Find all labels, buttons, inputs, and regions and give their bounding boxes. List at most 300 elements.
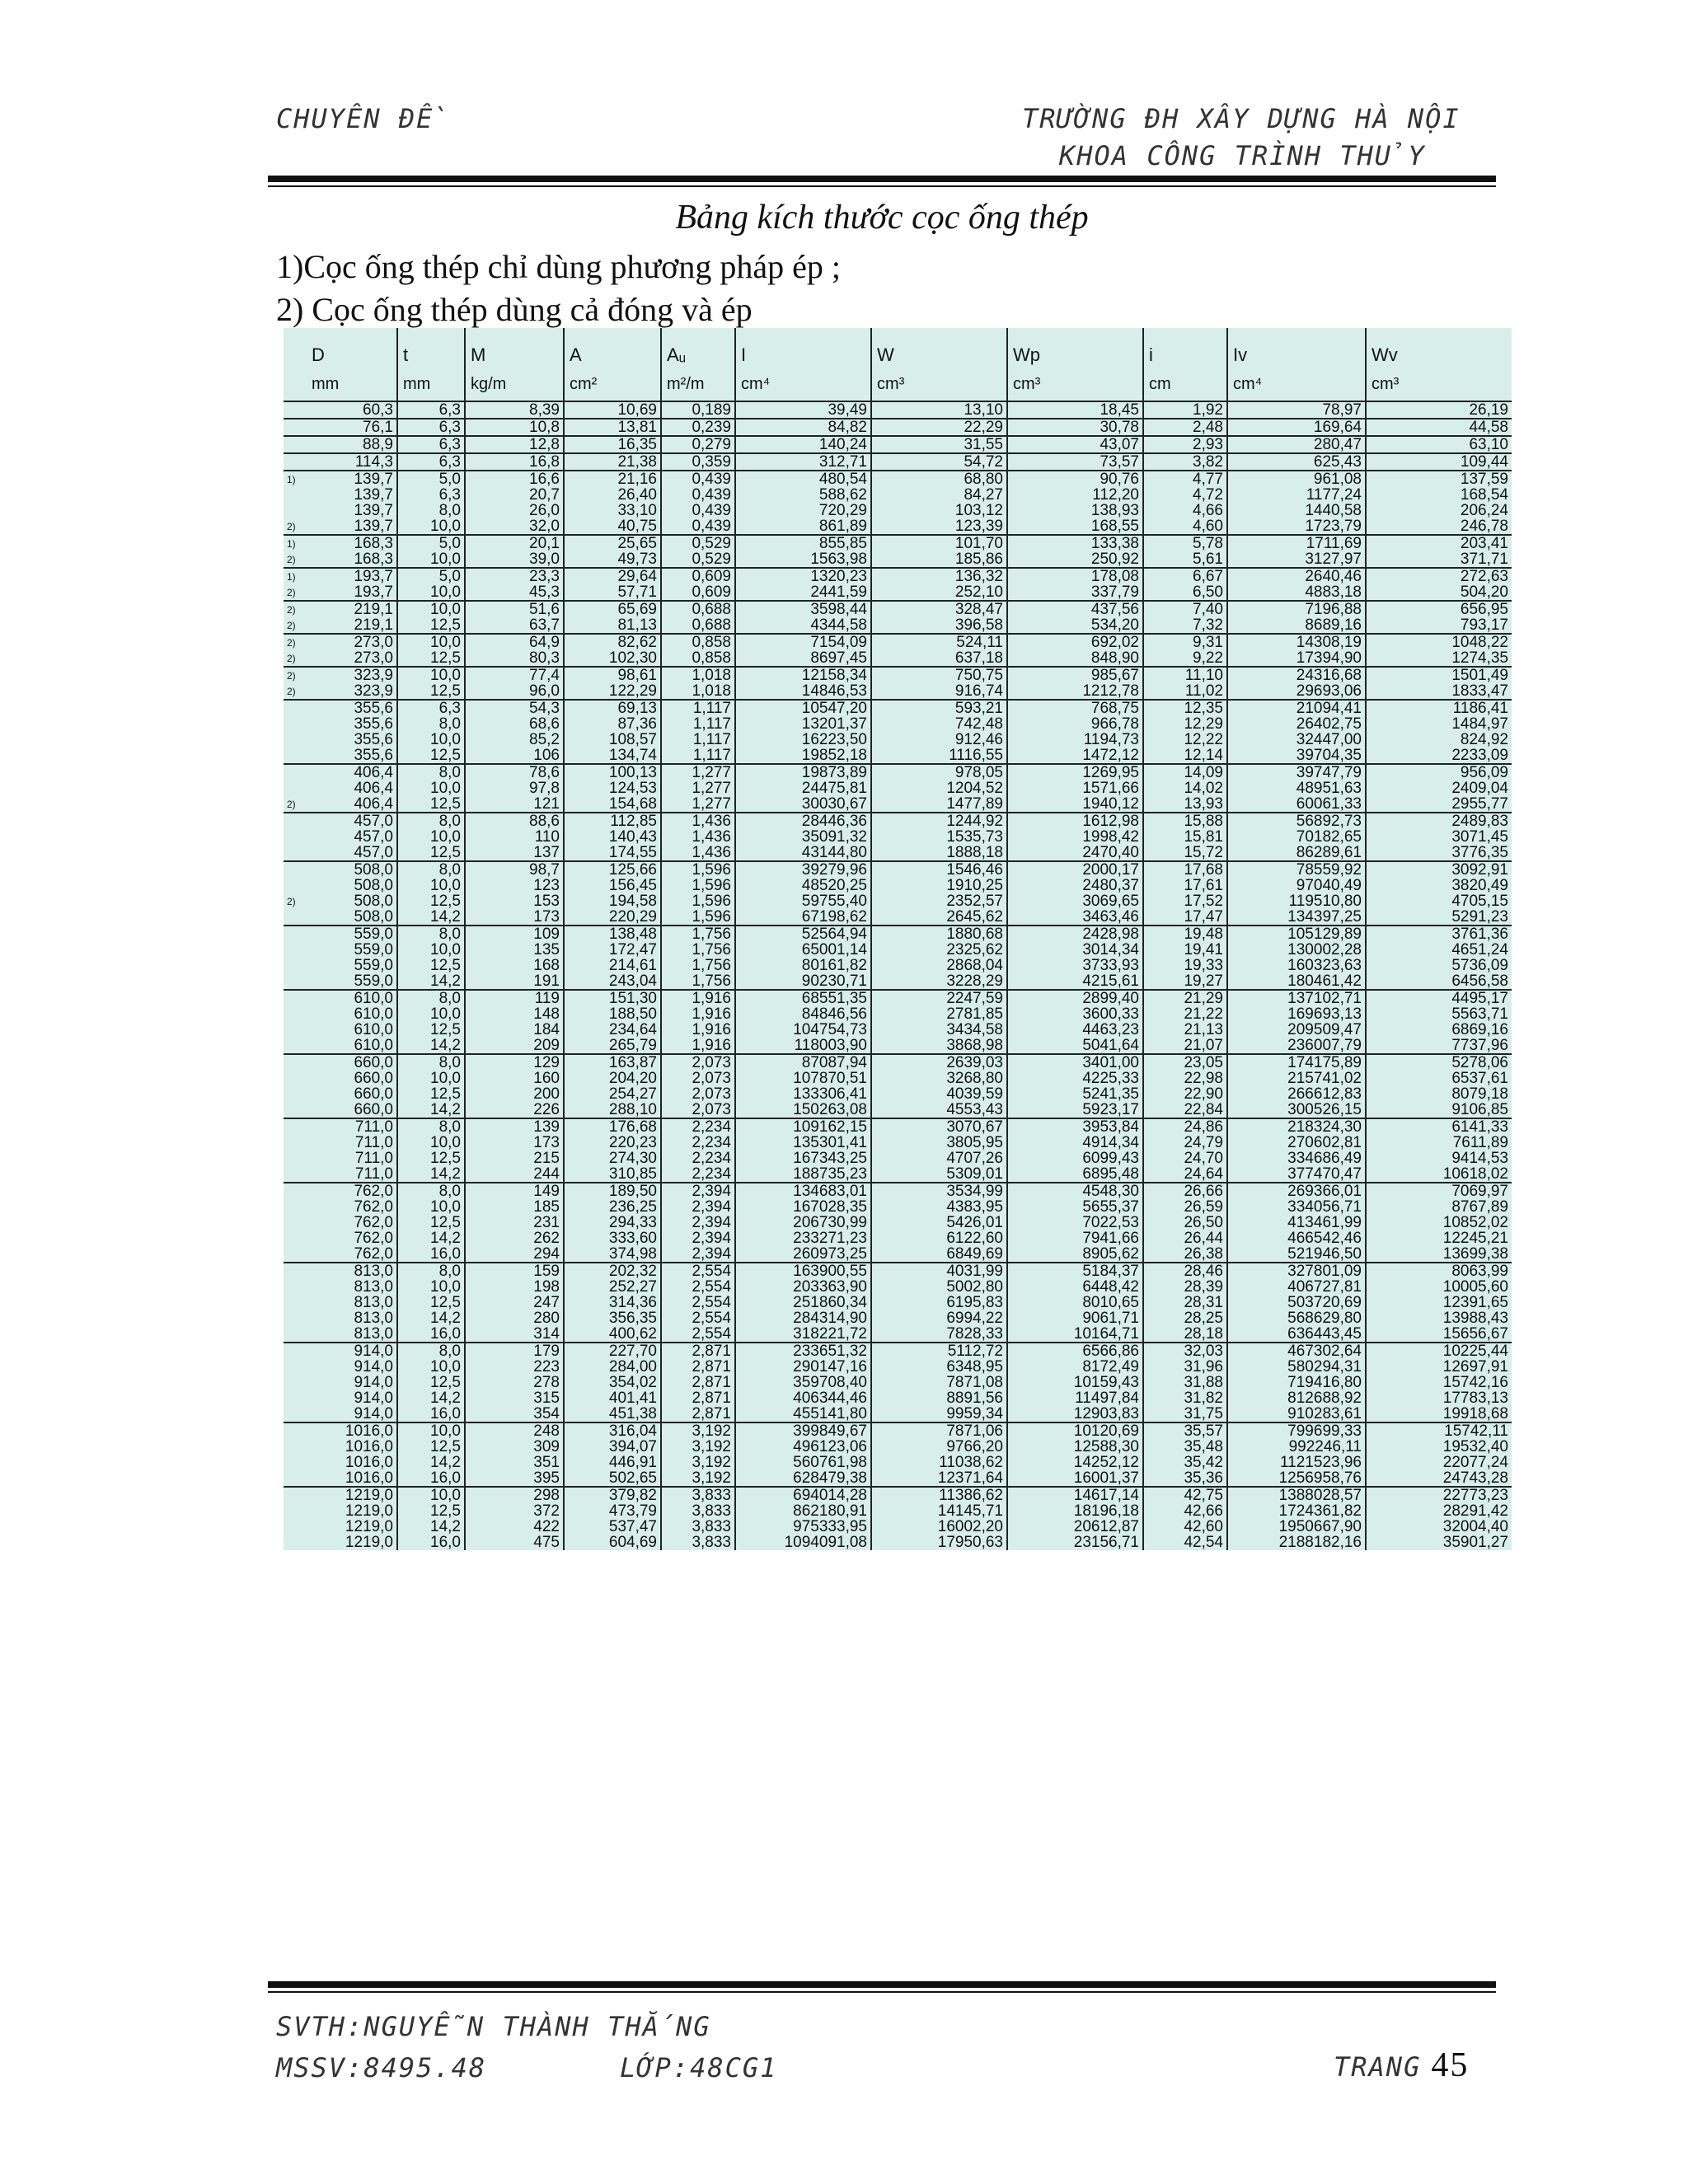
table-cell: 57,71 xyxy=(564,584,661,601)
table-cell: 1563,98 xyxy=(735,551,871,568)
table-row-group xyxy=(284,568,1512,601)
footer-rule-thin xyxy=(268,1991,1496,1993)
table-cell: 2325,62 xyxy=(871,942,1007,958)
table-cell: 3,192 xyxy=(661,1422,735,1439)
table-cell: 1,436 xyxy=(661,813,735,829)
table-cell: 359708,40 xyxy=(735,1375,871,1390)
table-cell: 14,02 xyxy=(1143,780,1227,796)
table-cell: 762,0 xyxy=(354,1215,393,1230)
table-cell: 2,234 xyxy=(661,1166,735,1183)
table-cell: 3,833 xyxy=(661,1503,735,1519)
table-cell: 914,0 xyxy=(354,1343,393,1359)
column-name: W xyxy=(877,344,894,365)
table-header-row xyxy=(284,328,1512,401)
table-cell: 22077,24 xyxy=(1366,1455,1512,1470)
table-cell: 6099,43 xyxy=(1007,1151,1143,1166)
row-note-marker xyxy=(284,1375,307,1390)
table-cell: 3463,46 xyxy=(1007,909,1143,926)
table-row xyxy=(284,1215,1512,1230)
table-cell: 19918,68 xyxy=(1366,1406,1512,1422)
table-cell: 6448,42 xyxy=(1007,1279,1143,1295)
table-row-group xyxy=(284,1343,1512,1422)
table-cell: 2233,09 xyxy=(1366,748,1512,764)
table-cell: 10,0 xyxy=(397,518,465,535)
table-cell: 172,47 xyxy=(564,942,661,958)
table-cell: 4705,15 xyxy=(1366,893,1512,909)
table-cell: 628479,38 xyxy=(735,1470,871,1487)
table-cell: 10,0 xyxy=(397,1422,465,1439)
table-cell: 12,5 xyxy=(397,1086,465,1102)
table-cell: 374,98 xyxy=(564,1246,661,1263)
table-cell: 233651,32 xyxy=(735,1343,871,1359)
table-cell: 3953,84 xyxy=(1007,1118,1143,1135)
table-row xyxy=(284,780,1512,796)
table-cell: 278 xyxy=(465,1375,564,1390)
table-cell: 323,9 xyxy=(354,667,393,683)
table-cell: 2,234 xyxy=(661,1135,735,1151)
table-cell: 19,41 xyxy=(1143,942,1227,958)
table-cell: 10159,43 xyxy=(1007,1375,1143,1390)
table-cell: 1016,0 xyxy=(345,1422,393,1439)
table-row xyxy=(284,1006,1512,1022)
table-cell: 399849,67 xyxy=(735,1422,871,1439)
table-row xyxy=(284,1295,1512,1310)
table-cell: 13201,37 xyxy=(735,716,871,732)
row-note-marker xyxy=(284,1422,307,1439)
column-unit: cm³ xyxy=(1013,375,1041,393)
row-note-marker xyxy=(284,401,307,419)
table-cell: 130002,28 xyxy=(1227,942,1366,958)
table-cell: 14,09 xyxy=(1143,764,1227,780)
table-cell: 406,4 xyxy=(354,764,393,780)
table-row xyxy=(284,419,1512,436)
table-row-group xyxy=(284,813,1512,861)
table-cell: 1,916 xyxy=(661,1006,735,1022)
table-cell: 521946,50 xyxy=(1227,1246,1366,1263)
table-cell: 1472,12 xyxy=(1007,748,1143,764)
table-cell: 1,596 xyxy=(661,861,735,878)
row-note-marker xyxy=(284,829,307,845)
row-note-marker xyxy=(284,419,307,436)
table-row xyxy=(284,1375,1512,1390)
table-cell: 8891,56 xyxy=(871,1390,1007,1406)
table-cell: 10,0 xyxy=(397,732,465,748)
table-cell: 10,0 xyxy=(397,1487,465,1503)
table-cell: 355,6 xyxy=(354,700,393,716)
table-cell: 1,756 xyxy=(661,973,735,990)
table-cell: 5278,06 xyxy=(1366,1054,1512,1071)
table-row-group xyxy=(284,453,1512,471)
table-cell: 135 xyxy=(465,942,564,958)
table-cell: 2247,59 xyxy=(871,990,1007,1006)
table-row xyxy=(284,584,1512,601)
table-cell: 173 xyxy=(465,1135,564,1151)
table-cell: 8010,65 xyxy=(1007,1295,1143,1310)
table-cell: 2,554 xyxy=(661,1295,735,1310)
table-row xyxy=(284,535,1512,551)
table-row-group xyxy=(284,436,1512,453)
table-cell: 446,91 xyxy=(564,1455,661,1470)
table-cell: 4,60 xyxy=(1143,518,1227,535)
table-cell: 4651,24 xyxy=(1366,942,1512,958)
table-cell: 467302,64 xyxy=(1227,1343,1366,1359)
table-cell: 824,92 xyxy=(1366,732,1512,748)
row-note-marker xyxy=(284,1279,307,1295)
table-row xyxy=(284,471,1512,487)
column-header xyxy=(1227,328,1366,401)
table-cell: 24,86 xyxy=(1143,1118,1227,1135)
table-cell: 12,5 xyxy=(397,958,465,973)
table-cell: 8,0 xyxy=(397,1054,465,1071)
table-cell: 17,68 xyxy=(1143,861,1227,878)
table-cell: 1,756 xyxy=(661,958,735,973)
table-cell: 12,5 xyxy=(397,893,465,909)
table-cell: 5184,37 xyxy=(1007,1263,1143,1279)
table-cell: 163900,55 xyxy=(735,1263,871,1279)
table-row xyxy=(284,716,1512,732)
table-cell: 13,81 xyxy=(564,419,661,436)
table-cell: 80161,82 xyxy=(735,958,871,973)
table-cell: 24316,68 xyxy=(1227,667,1366,683)
table-cell: 160323,63 xyxy=(1227,958,1366,973)
table-cell: 1501,49 xyxy=(1366,667,1512,683)
table-cell: 457,0 xyxy=(354,813,393,829)
table-cell: 17,52 xyxy=(1143,893,1227,909)
table-cell: 260973,25 xyxy=(735,1246,871,1263)
table-cell: 3,192 xyxy=(661,1470,735,1487)
table-cell: 203363,90 xyxy=(735,1279,871,1295)
table-cell: 16002,20 xyxy=(871,1519,1007,1535)
table-cell: 81,13 xyxy=(564,617,661,634)
footer-page-label: TRANG xyxy=(1334,2051,1422,2083)
table-cell: 121 xyxy=(465,796,564,813)
table-cell: 914,0 xyxy=(354,1406,393,1422)
table-cell: 52564,94 xyxy=(735,926,871,942)
table-cell: 273,0 xyxy=(354,634,393,650)
row-note-marker xyxy=(284,487,307,503)
table-cell: 3071,45 xyxy=(1366,829,1512,845)
table-cell: 508,0 xyxy=(354,861,393,878)
table-cell: 125,66 xyxy=(564,861,661,878)
table-cell: 236,25 xyxy=(564,1199,661,1215)
table-cell: 153 xyxy=(465,893,564,909)
table-cell: 6141,33 xyxy=(1366,1118,1512,1135)
table-cell: 1016,0 xyxy=(345,1470,393,1487)
table-cell: 48520,25 xyxy=(735,878,871,893)
table-cell: 2868,04 xyxy=(871,958,1007,973)
table-cell: 961,08 xyxy=(1227,471,1366,487)
column-unit: cm³ xyxy=(1372,375,1400,393)
table-cell: 1723,79 xyxy=(1227,518,1366,535)
table-cell: 5002,80 xyxy=(871,1279,1007,1295)
table-cell: 1194,73 xyxy=(1007,732,1143,748)
header-rule-thin xyxy=(268,185,1496,187)
column-unit: cm xyxy=(1149,375,1171,393)
table-cell: 9061,71 xyxy=(1007,1310,1143,1326)
table-cell: 45,3 xyxy=(465,584,564,601)
table-cell: 10,0 xyxy=(397,1071,465,1086)
table-cell: 1,117 xyxy=(661,716,735,732)
table-cell: 2441,59 xyxy=(735,584,871,601)
table-cell: 106 xyxy=(465,748,564,764)
table-cell: 26,38 xyxy=(1143,1246,1227,1263)
table-cell: 560761,98 xyxy=(735,1455,871,1470)
table-cell: 2,394 xyxy=(661,1199,735,1215)
table-cell: 209 xyxy=(465,1038,564,1054)
table-cell: 246,78 xyxy=(1366,518,1512,535)
table-cell: 1,436 xyxy=(661,845,735,861)
row-note-marker xyxy=(284,1230,307,1246)
table-cell: 174175,89 xyxy=(1227,1054,1366,1071)
table-cell: 23,3 xyxy=(465,568,564,584)
table-cell: 508,0 xyxy=(354,878,393,893)
header-rule-thick xyxy=(268,176,1496,182)
table-cell: 33,10 xyxy=(564,503,661,518)
table-cell: 10,0 xyxy=(397,1199,465,1215)
table-cell: 3014,34 xyxy=(1007,942,1143,958)
table-cell: 35,42 xyxy=(1143,1455,1227,1470)
column-name: i xyxy=(1149,344,1153,365)
table-cell: 3805,95 xyxy=(871,1135,1007,1151)
table-cell: 42,66 xyxy=(1143,1503,1227,1519)
row-note-marker: 1) xyxy=(287,537,296,550)
table-cell: 475 xyxy=(465,1535,564,1550)
table-cell: 2000,17 xyxy=(1007,861,1143,878)
table-cell: 270602,81 xyxy=(1227,1135,1366,1151)
table-cell: 10,0 xyxy=(397,780,465,796)
table-cell: 284,00 xyxy=(564,1359,661,1375)
column-name: A xyxy=(570,344,582,365)
table-cell: 604,69 xyxy=(564,1535,661,1550)
table-cell: 5241,35 xyxy=(1007,1086,1143,1102)
table-cell: 51,6 xyxy=(465,601,564,617)
table-cell: 10547,20 xyxy=(735,700,871,716)
column-name: M xyxy=(471,344,486,365)
table-cell: 19532,40 xyxy=(1366,1439,1512,1455)
table-cell: 1,436 xyxy=(661,829,735,845)
row-note-marker xyxy=(284,1071,307,1086)
table-cell: 70182,65 xyxy=(1227,829,1366,845)
table-cell: 244 xyxy=(465,1166,564,1183)
table-cell: 762,0 xyxy=(354,1230,393,1246)
table-row xyxy=(284,700,1512,716)
table-cell: 14,2 xyxy=(397,1166,465,1183)
row-note-marker: 1) xyxy=(287,473,296,485)
table-cell: 12,5 xyxy=(397,796,465,813)
table-cell: 14,2 xyxy=(397,1519,465,1535)
row-note-marker xyxy=(284,1038,307,1054)
table-cell: 0,439 xyxy=(661,487,735,503)
table-cell: 2352,57 xyxy=(871,893,1007,909)
table-cell: 10,0 xyxy=(397,1006,465,1022)
table-cell: 220,23 xyxy=(564,1135,661,1151)
table-cell: 985,67 xyxy=(1007,667,1143,683)
table-cell: 188735,23 xyxy=(735,1166,871,1183)
table-row xyxy=(284,829,1512,845)
table-cell: 265,79 xyxy=(564,1038,661,1054)
table-cell: 87,36 xyxy=(564,716,661,732)
table-cell: 711,0 xyxy=(354,1135,393,1151)
table-row xyxy=(284,1199,1512,1215)
table-cell: 0,279 xyxy=(661,436,735,453)
table-cell: 2,871 xyxy=(661,1375,735,1390)
table-cell: 537,47 xyxy=(564,1519,661,1535)
table-cell: 280,47 xyxy=(1227,436,1366,453)
table-row-group xyxy=(284,990,1512,1054)
table-cell: 4,66 xyxy=(1143,503,1227,518)
table-cell: 0,529 xyxy=(661,535,735,551)
table-cell: 6869,16 xyxy=(1366,1022,1512,1038)
table-cell: 10,0 xyxy=(397,829,465,845)
table-cell: 3,82 xyxy=(1143,453,1227,471)
table-cell: 54,72 xyxy=(871,453,1007,471)
row-note-marker xyxy=(284,1359,307,1375)
table-cell: 12,5 xyxy=(397,1375,465,1390)
table-cell: 138,93 xyxy=(1007,503,1143,518)
table-cell: 223 xyxy=(465,1359,564,1375)
table-cell: 98,61 xyxy=(564,667,661,683)
table-cell: 610,0 xyxy=(354,990,393,1006)
table-row xyxy=(284,1519,1512,1535)
row-note-marker xyxy=(284,1455,307,1470)
table-cell: 711,0 xyxy=(354,1166,393,1183)
table-cell: 119 xyxy=(465,990,564,1006)
table-cell: 1116,55 xyxy=(871,748,1007,764)
table-cell: 22,90 xyxy=(1143,1086,1227,1102)
table-cell: 4383,95 xyxy=(871,1199,1007,1215)
table-row xyxy=(284,1326,1512,1343)
table-cell: 1484,97 xyxy=(1366,716,1512,732)
table-cell: 69,13 xyxy=(564,700,661,716)
table-row xyxy=(284,436,1512,453)
table-cell: 65001,14 xyxy=(735,942,871,958)
table-cell: 28,46 xyxy=(1143,1263,1227,1279)
table-cell: 10,0 xyxy=(397,942,465,958)
page-title: Bảng kích thước cọc ống thép xyxy=(675,199,1089,237)
table-row xyxy=(284,845,1512,861)
table-cell: 3434,58 xyxy=(871,1022,1007,1038)
table-cell: 660,0 xyxy=(354,1086,393,1102)
table-cell: 19873,89 xyxy=(735,764,871,780)
table-cell: 309 xyxy=(465,1439,564,1455)
table-cell: 9,22 xyxy=(1143,650,1227,667)
table-cell: 22,84 xyxy=(1143,1102,1227,1118)
table-cell: 8,0 xyxy=(397,764,465,780)
row-note-marker xyxy=(284,1183,307,1199)
table-cell: 451,38 xyxy=(564,1406,661,1422)
footer-student-id: MSSV:8495.48 xyxy=(276,2052,487,2083)
table-cell: 455141,80 xyxy=(735,1406,871,1422)
table-row xyxy=(284,1086,1512,1102)
table-cell: 194,58 xyxy=(564,893,661,909)
table-cell: 1320,23 xyxy=(735,568,871,584)
table-cell: 559,0 xyxy=(354,926,393,942)
table-cell: 77,4 xyxy=(465,667,564,683)
table-cell: 15742,11 xyxy=(1366,1422,1512,1439)
table-cell: 219,1 xyxy=(354,601,393,617)
table-cell: 15,81 xyxy=(1143,829,1227,845)
table-row xyxy=(284,973,1512,990)
table-cell: 3268,80 xyxy=(871,1071,1007,1086)
table-cell: 206730,99 xyxy=(735,1215,871,1230)
table-cell: 30030,67 xyxy=(735,796,871,813)
table-cell: 855,85 xyxy=(735,535,871,551)
table-cell: 6122,60 xyxy=(871,1230,1007,1246)
column-header xyxy=(661,328,735,401)
table-cell: 503720,69 xyxy=(1227,1295,1366,1310)
table-cell: 2,073 xyxy=(661,1102,735,1118)
table-cell: 914,0 xyxy=(354,1390,393,1406)
table-cell: 63,10 xyxy=(1366,436,1512,453)
table-cell: 63,7 xyxy=(465,617,564,634)
table-cell: 2,554 xyxy=(661,1263,735,1279)
table-cell: 6849,69 xyxy=(871,1246,1007,1263)
row-note-marker xyxy=(284,861,307,878)
table-cell: 333,60 xyxy=(564,1230,661,1246)
table-cell: 42,60 xyxy=(1143,1519,1227,1535)
table-cell: 159 xyxy=(465,1263,564,1279)
table-cell: 169693,13 xyxy=(1227,1006,1366,1022)
table-cell: 1440,58 xyxy=(1227,503,1366,518)
table-cell: 508,0 xyxy=(354,909,393,926)
table-cell: 102,30 xyxy=(564,650,661,667)
table-cell: 813,0 xyxy=(354,1310,393,1326)
table-cell: 167028,35 xyxy=(735,1199,871,1215)
table-cell: 184 xyxy=(465,1022,564,1038)
table-cell: 6456,58 xyxy=(1366,973,1512,990)
row-note-marker xyxy=(284,1215,307,1230)
table-cell: 12371,64 xyxy=(871,1470,1007,1487)
table-row xyxy=(284,1118,1512,1135)
table-cell: 12,5 xyxy=(397,1503,465,1519)
table-cell: 315 xyxy=(465,1390,564,1406)
table-cell: 1,277 xyxy=(661,780,735,796)
table-cell: 209509,47 xyxy=(1227,1022,1366,1038)
table-cell: 139,7 xyxy=(354,471,393,487)
table-cell: 185 xyxy=(465,1199,564,1215)
table-cell: 56892,73 xyxy=(1227,813,1366,829)
table-cell: 406344,46 xyxy=(735,1390,871,1406)
table-cell: 337,79 xyxy=(1007,584,1143,601)
table-cell: 354 xyxy=(465,1406,564,1422)
row-note-marker xyxy=(284,1022,307,1038)
table-cell: 813,0 xyxy=(354,1295,393,1310)
table-cell: 100,13 xyxy=(564,764,661,780)
table-cell: 9766,20 xyxy=(871,1439,1007,1455)
table-row xyxy=(284,1135,1512,1151)
table-cell: 48951,63 xyxy=(1227,780,1366,796)
footer-rule-thick xyxy=(268,1981,1496,1988)
table-cell: 15,88 xyxy=(1143,813,1227,829)
table-row xyxy=(284,1183,1512,1199)
table-cell: 215 xyxy=(465,1151,564,1166)
table-cell: 593,21 xyxy=(871,700,1007,716)
table-cell: 656,95 xyxy=(1366,601,1512,617)
table-cell: 11,10 xyxy=(1143,667,1227,683)
table-cell: 8,0 xyxy=(397,503,465,518)
table-cell: 2,554 xyxy=(661,1326,735,1343)
table-cell: 4,72 xyxy=(1143,487,1227,503)
table-cell: 31,96 xyxy=(1143,1359,1227,1375)
table-cell: 355,6 xyxy=(354,716,393,732)
table-cell: 7871,06 xyxy=(871,1422,1007,1439)
table-cell: 21,29 xyxy=(1143,990,1227,1006)
table-cell: 3,192 xyxy=(661,1455,735,1470)
table-cell: 1711,69 xyxy=(1227,535,1366,551)
table-cell: 214,61 xyxy=(564,958,661,973)
table-cell: 140,43 xyxy=(564,829,661,845)
row-note-marker: 2) xyxy=(287,520,296,532)
